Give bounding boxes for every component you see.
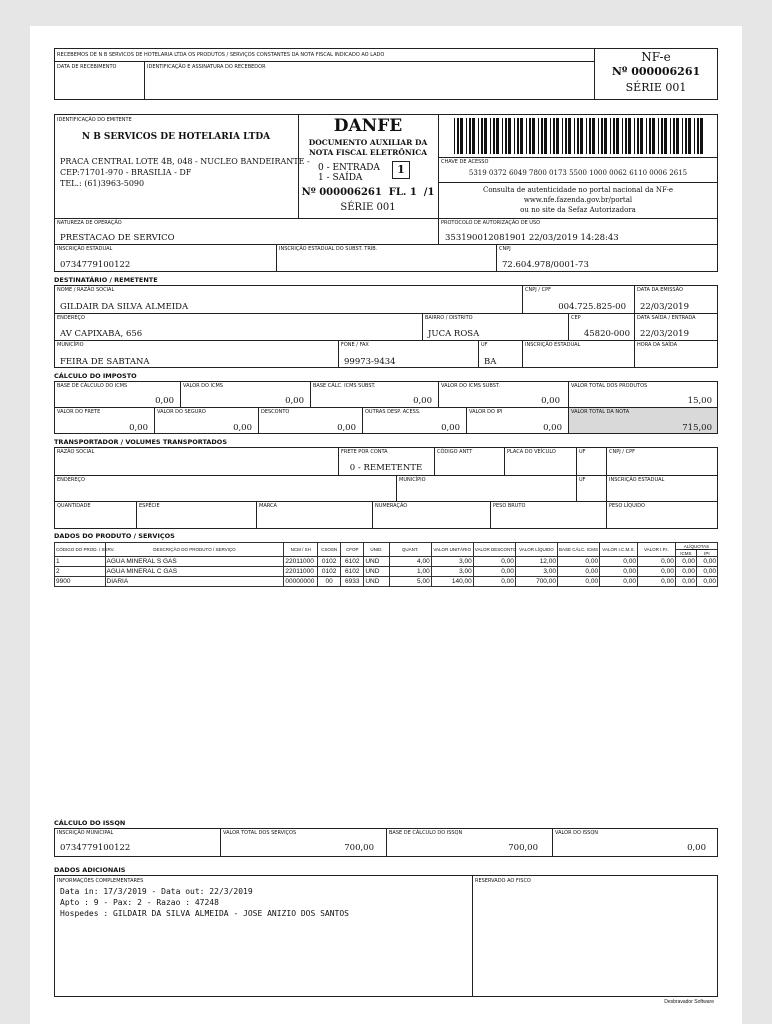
barcode-bar xyxy=(688,118,691,154)
barcode-bar xyxy=(565,118,567,154)
barcode-bar xyxy=(577,118,579,154)
frete: 0,00 xyxy=(129,423,148,433)
barcode-bar xyxy=(664,118,667,154)
col-header: QUANT. xyxy=(389,543,431,557)
table-cell: 6933 xyxy=(341,577,364,587)
col-header: VALOR LÍQUIDO xyxy=(515,543,557,557)
barcode-bar xyxy=(514,118,515,154)
divider xyxy=(438,157,718,158)
barcode-bar xyxy=(478,118,479,154)
barcode-bar xyxy=(517,118,519,154)
table-cell: 0,00 xyxy=(600,557,638,567)
barcode-bar xyxy=(526,118,527,154)
col-header: UNID. xyxy=(364,543,389,557)
table-cell: 12,00 xyxy=(515,557,557,567)
table-row xyxy=(55,577,718,587)
transp-especie-label: ESPÉCIE xyxy=(139,503,160,509)
dest-endereco: AV CAPIXABA, 656 xyxy=(60,329,143,339)
transportador-box xyxy=(54,447,718,529)
ipi: 0,00 xyxy=(543,423,562,433)
table-cell: 22011000 xyxy=(284,557,318,567)
col-header-aliq-ipi: IPI xyxy=(696,550,717,557)
barcode-bar xyxy=(454,118,455,154)
dest-saida-label: DATA SAÍDA / ENTRADA xyxy=(637,315,696,321)
divider xyxy=(256,501,257,529)
barcode-bar xyxy=(676,118,679,154)
col-header-aliquotas: ALÍQUOTAS xyxy=(675,543,717,550)
barcode-bar xyxy=(673,118,675,154)
produtos-header-row xyxy=(55,543,718,550)
col-header: NCM / SH xyxy=(284,543,318,557)
valor-subst: 0,00 xyxy=(541,396,560,406)
divider xyxy=(422,313,423,340)
barcode-bar xyxy=(550,118,551,154)
transp-razao-label: RAZÃO SOCIAL xyxy=(57,449,95,455)
table-cell: 0,00 xyxy=(696,557,717,567)
info-label: INFORMAÇÕES COMPLEMENTARES xyxy=(57,878,144,884)
transp-cnpj-label: CNPJ / CPF xyxy=(609,449,635,455)
table-cell: 1,00 xyxy=(389,567,431,577)
divider xyxy=(54,501,718,502)
dest-nome-label: NOME / RAZÃO SOCIAL xyxy=(57,287,115,293)
dest-bairro-label: BAIRRO / DISTRITO xyxy=(425,315,473,321)
table-cell: 0,00 xyxy=(675,557,696,567)
ipi-label: VALOR DO IPI xyxy=(469,409,503,415)
table-cell: 6102 xyxy=(341,567,364,577)
barcode-bar xyxy=(580,118,583,154)
consulta-line2: www.nfe.fazenda.gov.br/portal xyxy=(523,196,633,204)
barcode-bar xyxy=(520,118,523,154)
divider xyxy=(54,475,718,476)
barcode-bar xyxy=(628,118,631,154)
divider xyxy=(634,285,635,368)
divider xyxy=(54,244,718,245)
divider xyxy=(54,218,718,219)
emitente-nome: N B SERVICOS DE HOTELARIA LTDA xyxy=(81,132,271,142)
issqn-im-label: INSCRIÇÃO MUNICIPAL xyxy=(57,830,114,836)
consulta-line1: Consulta de autenticidade no portal nacional da NF-e xyxy=(482,186,674,194)
barcode-bar xyxy=(700,118,703,154)
table-cell: UND xyxy=(364,557,389,567)
barcode-bar xyxy=(697,118,699,154)
table-cell: 0102 xyxy=(318,557,341,567)
dest-ie-label: INSCRIÇÃO ESTADUAL xyxy=(525,342,581,348)
divider xyxy=(54,313,718,314)
barcode-bar xyxy=(586,118,587,154)
col-header: VALOR I.P.I. xyxy=(637,543,675,557)
barcode-bar xyxy=(460,118,463,154)
destinatario-section: DESTINATÁRIO / REMETENTE xyxy=(54,276,158,284)
canhoto-recebemos: RECEBEMOS DE N B SERVICOS DE HOTELARIA LTDA OS PRODUTOS / SERVIÇOS CONSTANTES DA NOTA FISCAL INDICADO AO LADO xyxy=(57,52,385,58)
ie-valor: 0734779100122 xyxy=(60,260,131,270)
barcode-bar xyxy=(496,118,499,154)
table-cell: DIARIA xyxy=(105,577,284,587)
barcode-bar xyxy=(502,118,503,154)
col-header-aliq-icms: ICMS xyxy=(675,550,696,557)
ie-label: INSCRIÇÃO ESTADUAL xyxy=(57,246,113,252)
barcode-bar xyxy=(610,118,611,154)
transp-ie-label: INSCRIÇÃO ESTADUAL xyxy=(609,477,665,483)
transportador-section: TRANSPORTADOR / VOLUMES TRANSPORTADOS xyxy=(54,438,228,446)
divider xyxy=(338,340,339,368)
danfe-saida: 1 - SAÍDA xyxy=(318,173,363,183)
table-cell: 0,00 xyxy=(675,567,696,577)
barcode-bar xyxy=(466,118,467,154)
barcode-bar xyxy=(616,118,619,154)
protocolo-valor: 353190012081901 22/03/2019 14:28:43 xyxy=(445,233,619,243)
table-cell: 4,00 xyxy=(389,557,431,567)
danfe-sheet xyxy=(30,26,742,1024)
table-cell: 0,00 xyxy=(473,577,515,587)
barcode-bar xyxy=(568,118,571,154)
barcode-bar xyxy=(472,118,475,154)
dest-endereco-label: ENDEREÇO xyxy=(57,315,85,321)
issqn-total-label: VALOR TOTAL DOS SERVIÇOS xyxy=(223,830,297,836)
transp-municipio-label: MUNICÍPIO xyxy=(399,477,426,483)
barcode-bar xyxy=(538,118,539,154)
barcode-bar xyxy=(553,118,555,154)
barcode-bar xyxy=(634,118,635,154)
desconto-label: DESCONTO xyxy=(261,409,290,415)
danfe-sub1: DOCUMENTO AUXILIAR DA xyxy=(308,138,428,147)
table-cell: 3,00 xyxy=(515,567,557,577)
produtos-section: DADOS DO PRODUTO / SERVIÇOS xyxy=(54,532,175,540)
transp-endereco-label: ENDEREÇO xyxy=(57,477,85,483)
barcode-bar xyxy=(601,118,603,154)
frete-label: VALOR DO FRETE xyxy=(57,409,101,415)
ie-subst-label: INSCRIÇÃO ESTADUAL DO SUBST. TRIB. xyxy=(279,246,378,252)
col-header: CSOSN xyxy=(318,543,341,557)
barcode-bar xyxy=(532,118,535,154)
table-cell: 0,00 xyxy=(557,557,599,567)
cnpj-label: CNPJ xyxy=(499,246,511,252)
divider xyxy=(522,340,523,368)
barcode-bar xyxy=(544,118,547,154)
table-cell: 0,00 xyxy=(557,577,599,587)
base-icms: 0,00 xyxy=(155,396,174,406)
divider xyxy=(434,447,435,475)
danfe-serie: SÉRIE 001 xyxy=(340,202,396,213)
dest-emissao-label: DATA DA EMISSÃO xyxy=(637,287,683,293)
table-row xyxy=(55,557,718,567)
dest-cep-label: CEP xyxy=(571,315,581,321)
canhoto-serie: SÉRIE 001 xyxy=(625,81,687,94)
outras: 0,00 xyxy=(441,423,460,433)
dest-municipio-label: MUNICÍPIO xyxy=(57,342,84,348)
table-cell: 0,00 xyxy=(696,577,717,587)
total-nota: 715,00 xyxy=(682,423,712,433)
transp-peso-liquido-label: PESO LÍQUIDO xyxy=(609,503,645,509)
table-row xyxy=(55,567,718,577)
transp-peso-bruto-label: PESO BRUTO xyxy=(493,503,526,509)
valor-icms: 0,00 xyxy=(285,396,304,406)
dest-saida: 22/03/2019 xyxy=(640,329,689,339)
issqn-im: 0734779100122 xyxy=(60,843,131,853)
table-cell: 0,00 xyxy=(473,557,515,567)
table-cell: 0,00 xyxy=(675,577,696,587)
total-produtos: 15,00 xyxy=(687,396,712,406)
transp-antt-label: CÓDIGO ANTT xyxy=(437,449,473,455)
table-cell: 2 xyxy=(55,567,106,577)
divider xyxy=(606,447,607,529)
valor-icms-label: VALOR DO ICMS xyxy=(183,383,223,389)
barcode-bar xyxy=(637,118,639,154)
col-header: CÓDIGO DO PROD. / SERV. xyxy=(55,543,106,557)
col-header: VALOR I.C.M.S. xyxy=(600,543,638,557)
emitente-cep: CEP:71701-970 - BRASILIA - DF xyxy=(60,168,192,177)
col-header: CFOP xyxy=(341,543,364,557)
dest-nome: GILDAIR DA SILVA ALMEIDA xyxy=(60,302,189,312)
table-cell: 140,00 xyxy=(431,577,473,587)
dest-uf: BA xyxy=(484,357,497,367)
table-cell: 0,00 xyxy=(637,557,675,567)
emitente-telefone: TEL.: (61)3963-5090 xyxy=(60,179,145,188)
divider xyxy=(438,182,718,183)
table-cell: 6102 xyxy=(341,557,364,567)
table-cell: 3,00 xyxy=(431,557,473,567)
barcode-bar xyxy=(598,118,599,154)
dest-uf-label: UF xyxy=(481,342,488,348)
barcode-bar xyxy=(508,118,511,154)
base-subst-label: BASE CÁLC. ICMS SUBST. xyxy=(313,383,376,389)
transp-qtd-label: QUANTIDADE xyxy=(57,503,91,509)
divider xyxy=(372,501,373,529)
barcode-bar xyxy=(493,118,495,154)
barcode-bar xyxy=(457,118,459,154)
info-linha2: Apto : 9 - Pax: 2 - Razao : 47248 xyxy=(60,898,219,907)
dest-fone: 99973-9434 xyxy=(344,357,396,367)
barcode-bar xyxy=(562,118,563,154)
protocolo-label: PROTOCOLO DE AUTORIZAÇÃO DE USO xyxy=(441,220,541,226)
table-cell: 0,00 xyxy=(600,567,638,577)
barcode-bar xyxy=(661,118,663,154)
divider xyxy=(54,340,718,341)
transp-frete: 0 - REMETENTE xyxy=(349,463,423,473)
issqn-base-label: BASE DE CÁLCULO DO ISSQN xyxy=(389,830,463,836)
desconto: 0,00 xyxy=(337,423,356,433)
divider xyxy=(478,340,479,368)
table-cell: AGUA MINERAL C GAS xyxy=(105,567,284,577)
issqn-valor: 0,00 xyxy=(687,843,706,853)
chave-valor: 5319 0372 6049 7800 0173 5500 1000 0062 6110 0006 2615 xyxy=(468,169,688,177)
identificacao-label: IDENTIFICAÇÃO E ASSINATURA DO RECEBEDOR xyxy=(147,64,266,70)
total-produtos-label: VALOR TOTAL DOS PRODUTOS xyxy=(571,383,648,389)
barcode-bar xyxy=(622,118,623,154)
destinatario-box xyxy=(54,285,718,368)
emitente-label: IDENTIFICAÇÃO DO EMITENTE xyxy=(57,117,132,123)
transp-placa-label: PLACA DO VEÍCULO xyxy=(507,449,556,455)
issqn-section: CÁLCULO DO ISSQN xyxy=(54,819,126,827)
divider xyxy=(472,875,473,997)
barcode-bar xyxy=(613,118,615,154)
divider xyxy=(396,475,397,501)
cnpj-valor: 72.604.978/0001-73 xyxy=(502,260,589,270)
transp-frete-label: FRETE POR CONTA xyxy=(341,449,388,455)
table-cell: 22011000 xyxy=(284,567,318,577)
divider xyxy=(490,501,491,529)
danfe-numero-folha: Nº 000006261 FL. 1 /1 xyxy=(301,187,435,198)
dest-emissao: 22/03/2019 xyxy=(640,302,689,312)
natureza-label: NATUREZA DE OPERAÇÃO xyxy=(57,220,122,226)
barcode-bar xyxy=(652,118,655,154)
software-credit: Desbravador Software xyxy=(664,999,714,1005)
barcode-bar xyxy=(556,118,559,154)
table-cell: 0,00 xyxy=(637,577,675,587)
danfe-entrada: 0 - ENTRADA xyxy=(318,163,380,173)
table-cell: 9900 xyxy=(55,577,106,587)
imposto-section: CÁLCULO DO IMPOSTO xyxy=(54,372,137,380)
transp-marca-label: MARCA xyxy=(259,503,277,509)
table-cell: 0,00 xyxy=(473,567,515,577)
chave-label: CHAVE DE ACESSO xyxy=(441,159,489,165)
divider xyxy=(276,244,277,272)
barcode-bar xyxy=(682,118,683,154)
barcode-bar xyxy=(646,118,647,154)
seguro-label: VALOR DO SEGURO xyxy=(157,409,206,415)
transp-numeracao-label: NUMERAÇÃO xyxy=(375,503,408,509)
barcode-bar xyxy=(589,118,591,154)
barcode-bar xyxy=(490,118,491,154)
col-header: DESCRIÇÃO DO PRODUTO / SERVIÇO xyxy=(105,543,284,557)
dest-cnpj: 004.725.825-00 xyxy=(558,302,626,312)
barcode xyxy=(454,118,706,154)
barcode-bar xyxy=(658,118,659,154)
barcode-bar xyxy=(694,118,695,154)
nfe-title: NF-e xyxy=(641,50,671,64)
divider xyxy=(136,501,137,529)
table-cell: UND xyxy=(364,567,389,577)
barcode-bar xyxy=(541,118,543,154)
col-header: VALOR DESCONTO xyxy=(473,543,515,557)
dest-bairro: JUCA ROSA xyxy=(428,329,480,339)
barcode-bar xyxy=(592,118,595,154)
info-linha3: Hospedes : GILDAIR DA SILVA ALMEIDA - JOSE ANIZIO DOS SANTOS xyxy=(60,909,349,918)
table-cell: 0,00 xyxy=(557,567,599,577)
transp-uf-label: UF xyxy=(579,449,586,455)
table-cell: 5,00 xyxy=(389,577,431,587)
barcode-bar xyxy=(484,118,487,154)
barcode-bar xyxy=(574,118,575,154)
valor-subst-label: VALOR DO ICMS SUBST. xyxy=(441,383,500,389)
dest-cep: 45820-000 xyxy=(583,329,630,339)
table-cell: 0,00 xyxy=(637,567,675,577)
barcode-bar xyxy=(604,118,607,154)
dest-municipio: FEIRA DE SABTANA xyxy=(60,357,150,367)
table-cell: 0,00 xyxy=(696,567,717,577)
danfe-tipo-box: 1 xyxy=(392,161,410,179)
barcode-bar xyxy=(685,118,687,154)
outras-label: OUTRAS DESP. ACESS. xyxy=(365,409,421,415)
col-header: VALOR UNITÁRIO xyxy=(431,543,473,557)
barcode-bar xyxy=(640,118,643,154)
emitente-endereco: PRACA CENTRAL LOTE 4B, 048 - NUCLEO BANDEIRANTE - xyxy=(60,157,310,166)
dest-hora-label: HORA DA SAÍDA xyxy=(637,342,678,348)
divider xyxy=(504,447,505,475)
fisco-label: RESERVADO AO FISCO xyxy=(475,878,531,884)
natureza-valor: PRESTACAO DE SERVICO xyxy=(60,233,175,243)
barcode-bar xyxy=(649,118,651,154)
barcode-bar xyxy=(625,118,627,154)
divider xyxy=(438,114,439,244)
table-cell: 0,00 xyxy=(600,577,638,587)
total-nota-label: VALOR TOTAL DA NOTA xyxy=(571,409,630,415)
barcode-bar xyxy=(670,118,671,154)
table-cell: 00000000 xyxy=(284,577,318,587)
produtos-table xyxy=(54,542,718,587)
canhoto-numero: Nº 000006261 xyxy=(611,65,701,78)
divider xyxy=(576,447,577,501)
issqn-base: 700,00 xyxy=(508,843,538,853)
issqn-total: 700,00 xyxy=(344,843,374,853)
info-linha1: Data in: 17/3/2019 - Data out: 22/3/2019 xyxy=(60,887,253,896)
seguro: 0,00 xyxy=(233,423,252,433)
barcode-bar xyxy=(529,118,531,154)
table-cell: UND xyxy=(364,577,389,587)
divider xyxy=(496,244,497,272)
barcode-bar xyxy=(469,118,471,154)
dest-fone-label: FONE / FAX xyxy=(341,342,369,348)
table-cell: 700,00 xyxy=(515,577,557,587)
danfe-title: DANFE xyxy=(333,116,403,136)
dest-cnpj-label: CNPJ / CPF xyxy=(525,287,551,293)
divider xyxy=(54,61,594,62)
table-cell: 0102 xyxy=(318,567,341,577)
table-cell: AGUA MINERAL S GAS xyxy=(105,557,284,567)
danfe-sub2: NOTA FISCAL ELETRÔNICA xyxy=(308,148,428,157)
table-cell: 00 xyxy=(318,577,341,587)
base-subst: 0,00 xyxy=(413,396,432,406)
col-header: BASE CÁLC. ICMS xyxy=(557,543,599,557)
base-icms-label: BASE DE CÁLCULO DO ICMS xyxy=(57,383,128,389)
divider xyxy=(144,61,145,100)
consulta-line3: ou no site da Sefaz Autorizadora xyxy=(520,206,636,214)
barcode-bar xyxy=(481,118,483,154)
table-cell: 3,00 xyxy=(431,567,473,577)
transp-uf2-label: UF xyxy=(579,477,586,483)
table-cell: 1 xyxy=(55,557,106,567)
data-recebimento-label: DATA DE RECEBIMENTO xyxy=(57,64,117,70)
barcode-bar xyxy=(505,118,507,154)
issqn-valor-label: VALOR DO ISSQN xyxy=(555,830,599,836)
adicionais-section: DADOS ADICIONAIS xyxy=(54,866,126,874)
